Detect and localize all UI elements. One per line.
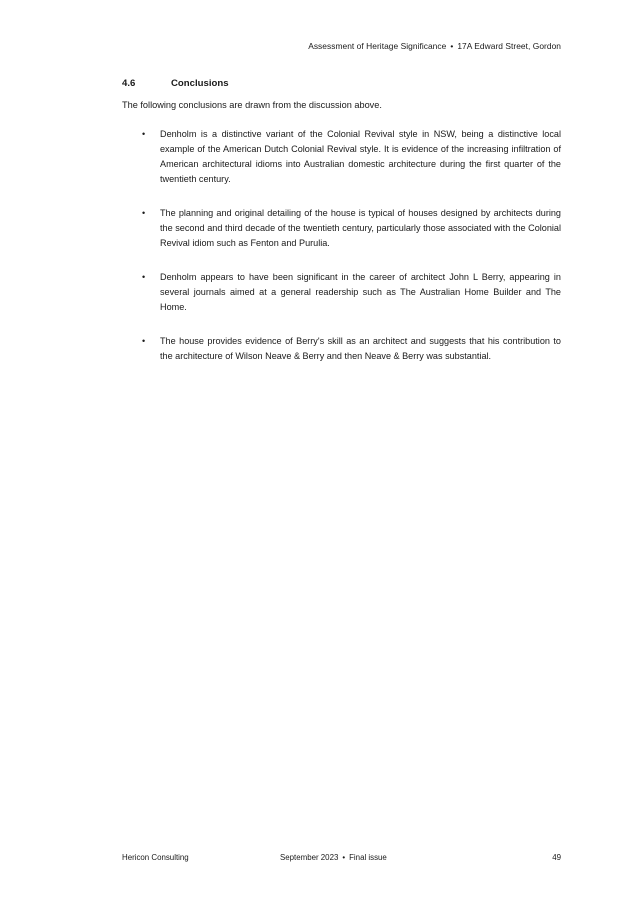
header-address: 17A Edward Street, Gordon [457,41,561,51]
footer-status: Final issue [349,853,387,862]
footer-separator: • [342,853,346,862]
page-header [308,41,561,51]
bullet-text: The house provides evidence of Berry's skill as an architect and suggests that his contribution to the architecture of Wilson Neave & Berry and then Neave & Berry was substantial. [160,336,561,361]
footer-company: Hericon Consulting [122,853,189,862]
page-footer [122,853,561,865]
list-item [122,206,561,251]
bullet-icon: • [142,272,146,282]
footer-date: September 2023 [280,853,339,862]
conclusions-list [122,127,561,383]
section-number: 4.6 [122,78,136,89]
list-item [122,270,561,315]
intro-paragraph: The following conclusions are drawn from the discussion above. [122,100,382,110]
header-title: Assessment of Heritage Significance [308,41,447,51]
bullet-icon: • [142,336,146,346]
list-item [122,334,561,364]
bullet-text: The planning and original detailing of the house is typical of houses designed by architects during the second and third decade of the twentieth century, particularly those associated with the Colonial Revival idiom such as Fenton and Purulia. [160,208,561,248]
section-heading [122,78,229,89]
bullet-icon: • [142,129,146,139]
header-separator: • [450,41,454,51]
section-title: Conclusions [171,78,229,89]
list-item [122,127,561,187]
bullet-text: Denholm appears to have been significant in the career of architect John L Berry, appearing in several journals aimed at a general readership such as The Australian Home Builder and The Home. [160,272,561,312]
footer-issue [280,853,387,862]
page-number: 49 [552,853,561,862]
bullet-text: Denholm is a distinctive variant of the Colonial Revival style in NSW, being a distinctive local example of the American Dutch Colonial Revival style. It is evidence of the increasing infiltration of American architectural idioms into Australian domestic architecture during the first quarter of the twentieth century. [160,129,561,184]
bullet-icon: • [142,208,146,218]
